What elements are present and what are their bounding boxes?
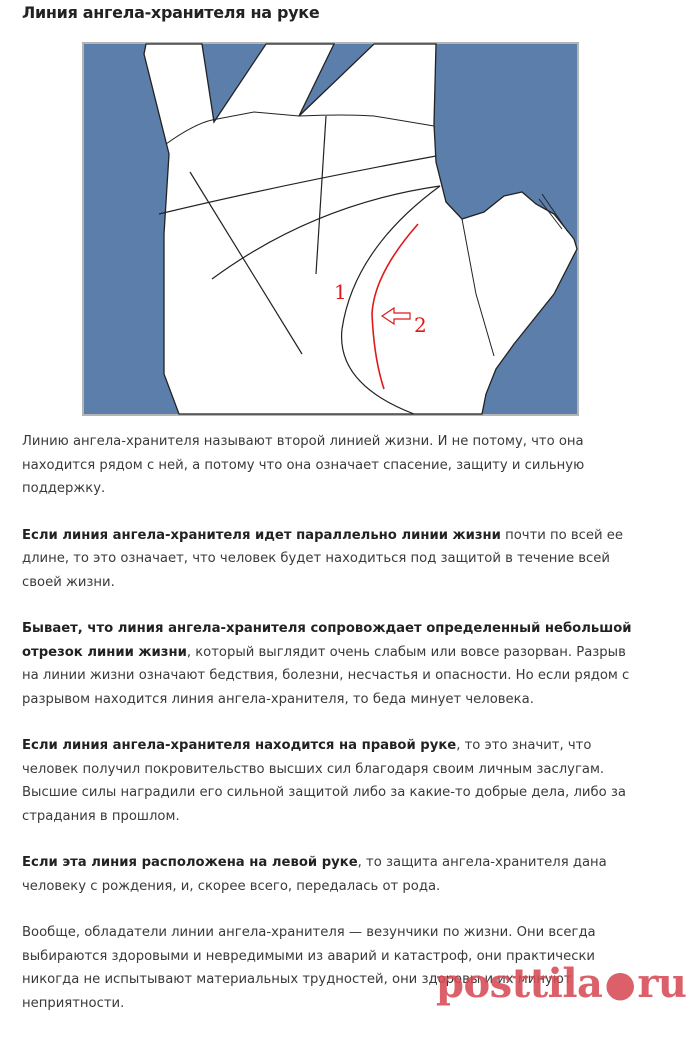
text-segment: , то это значит, что человек получил покровительство высших сил благодаря своим личным заслугам. Высшие силы наградили его сильной защитой либо за какие-то добрые дела, либо за страдания в прошлом. xyxy=(22,738,626,824)
palm-illustration xyxy=(84,44,577,414)
bold-phrase: Если эта линия расположена на левой руке xyxy=(22,855,358,870)
bold-phrase: Если линия ангела-хранителя идет параллельно линии жизни xyxy=(22,527,501,543)
hand-outline xyxy=(144,44,577,414)
label-2: 2 xyxy=(414,313,427,337)
paragraph xyxy=(22,734,632,828)
watermark-logo xyxy=(436,960,687,1007)
bold-phrase: Если линия ангела-хранителя находится на правой руке xyxy=(22,738,457,753)
watermark-right: ru xyxy=(637,960,687,1007)
paragraph xyxy=(22,524,632,595)
text-segment: Линию ангела-хранителя называют второй линией жизни. И не потому, что она находится рядом с ней, а потому что она означает спасение, защиту и сильную поддержку. xyxy=(22,434,585,496)
label-1: 1 xyxy=(334,280,347,304)
text-segment: почти по всей ее длине, то это означает, что человек будет находиться под защитой в течение всей своей жизни. xyxy=(22,527,624,590)
paragraph xyxy=(22,617,632,711)
paragraph xyxy=(22,851,632,898)
text-segment: , который выглядит очень слабым или вовсе разорван. Разрыв на линии жизни означают бедствия, болезни, несчастья и опасности. Но если рядом с разрывом находится линия ангела-хранителя, то беда минует человека. xyxy=(22,644,630,707)
bold-phrase: Бывает, что линия ангела-хранителя сопровождает определенный небольшой отрезок линии жизни xyxy=(22,621,632,660)
text-segment: Вообще, обладатели линии ангела-хранителя — везунчики по жизни. Они всегда выбираются здоровыми и невредимыми из аварий и катастроф, они практически никогда не испытывают материальных трудностей, они здоровы и их минуют неприятности. xyxy=(22,925,596,1011)
watermark-left: posttila xyxy=(436,960,603,1007)
article-body xyxy=(22,430,632,1038)
palm-diagram xyxy=(82,42,579,416)
article-title: Линия ангела-хранителя на руке xyxy=(22,3,320,22)
watermark-dot: ● xyxy=(604,962,636,1005)
paragraph xyxy=(22,430,632,501)
text-segment: , то защита ангела-хранителя дана человеку с рождения, и, скорее всего, передалась от рода. xyxy=(22,855,607,894)
